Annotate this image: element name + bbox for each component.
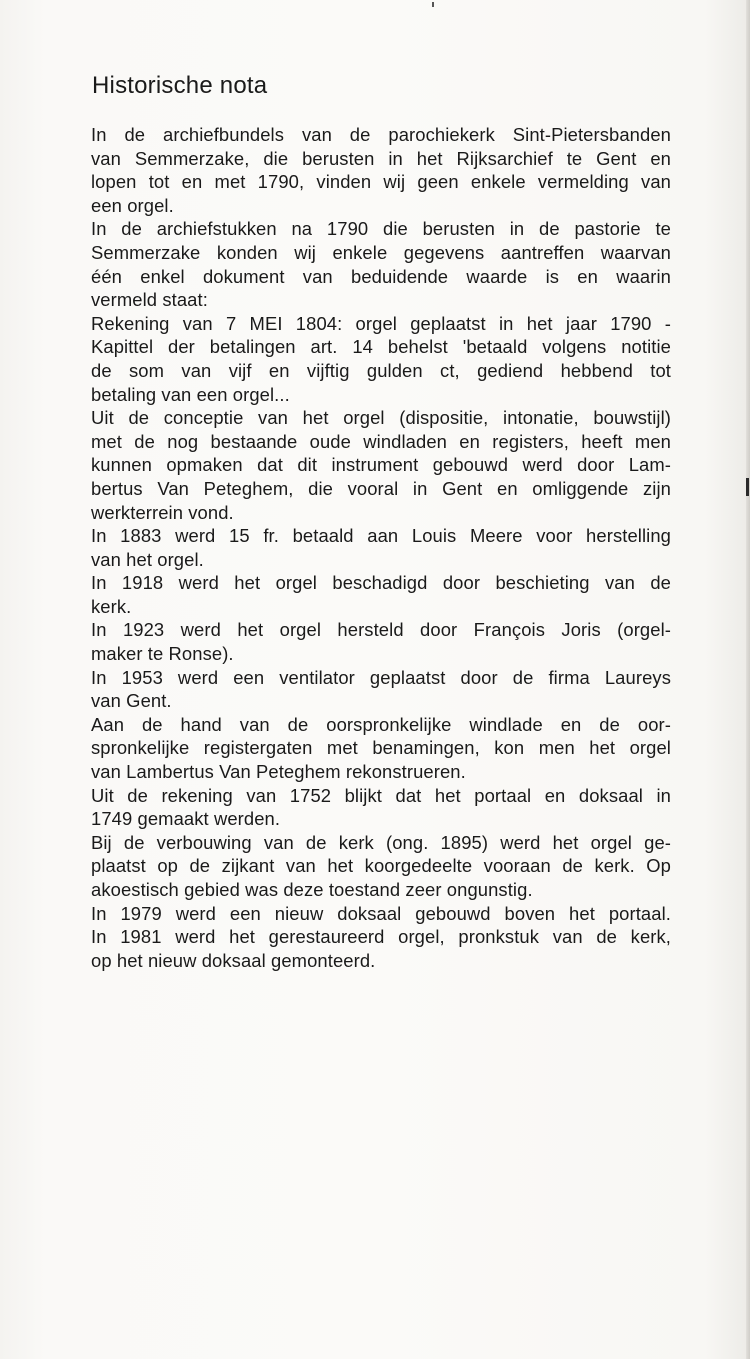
scan-speck: [432, 2, 434, 7]
text-line: In 1883 werd 15 fr. betaald aan Louis Meere voor herstelling: [91, 525, 671, 547]
text-line: met de nog bestaande oude windladen en registers, heeft men: [91, 430, 671, 452]
text-line: de som van vijf en vijftig gulden ct, gediend hebbend tot: [91, 359, 671, 381]
text-line: akoestisch gebied was deze toestand zeer ongunstig.: [91, 879, 533, 900]
text-line: werkterrein vond.: [91, 501, 234, 523]
historical-note-body: [91, 123, 671, 972]
binding-mark: [746, 478, 749, 496]
text-line: In 1981 werd het gerestaureerd orgel, pronkstuk van de kerk,: [91, 926, 671, 948]
text-line: plaatst op de zijkant van het koorgedeelte vooraan de kerk. Op: [91, 855, 671, 877]
text-line: Uit de rekening van 1752 blijkt dat het portaal en doksaal in: [91, 784, 671, 806]
text-line: van Lambertus Van Peteghem rekonstrueren.: [91, 761, 466, 783]
text-line: In 1953 werd een ventilator geplaatst door de firma Laureys: [91, 666, 671, 688]
text-line: Bij de verbouwing van de kerk (ong. 1895) werd het orgel ge-: [91, 831, 671, 853]
text-line: Semmerzake konden wij enkele gegevens aantreffen waarvan: [91, 241, 671, 263]
text-line: In 1918 werd het orgel beschadigd door beschieting van de: [91, 572, 671, 594]
page-title: Historische nota: [92, 72, 268, 99]
text-line: vermeld staat:: [91, 289, 208, 311]
text-line: In 1923 werd het orgel hersteld door François Joris (orgel-: [91, 619, 671, 641]
text-line: 1749 gemaakt werden.: [91, 808, 281, 830]
text-line: van Semmerzake, die berusten in het Rijksarchief te Gent en: [91, 147, 671, 169]
text-line: een orgel.: [91, 194, 174, 216]
text-line: In de archiefbundels van de parochiekerk Sint-Pietersbanden: [91, 124, 671, 145]
bleed-through-shadow: [250, 1058, 580, 1258]
text-line: maker te Ronse).: [91, 643, 234, 665]
text-line: kunnen opmaken dat dit instrument gebouwd werd door Lam-: [91, 454, 671, 476]
text-line: op het nieuw doksaal gemonteerd.: [91, 949, 376, 971]
text-line: lopen tot en met 1790, vinden wij geen enkele vermelding van: [91, 171, 671, 193]
text-line: In 1979 werd een nieuw doksaal gebouwd boven het portaal.: [91, 902, 671, 924]
text-line: In de archiefstukken na 1790 die berusten in de pastorie te: [91, 218, 671, 240]
page-edge-shadow: [746, 0, 750, 1359]
text-line: spronkelijke registergaten met benamingen, kon men het orgel: [91, 737, 671, 759]
text-line: Rekening van 7 MEI 1804: orgel geplaatst in het jaar 1790 -: [91, 312, 671, 334]
text-line: betaling van een orgel...: [91, 383, 290, 405]
text-line: Kapittel der betalingen art. 14 behelst 'betaald volgens notitie: [91, 336, 671, 358]
text-line: Aan de hand van de oorspronkelijke windlade en de oor-: [91, 713, 671, 735]
text-line: Uit de conceptie van het orgel (dispositie, intonatie, bouwstijl): [91, 407, 671, 429]
text-line: één enkel dokument van beduidende waarde is en waarin: [91, 265, 671, 287]
text-line: kerk.: [91, 595, 132, 617]
text-line: van Gent.: [91, 690, 172, 712]
text-line: bertus Van Peteghem, die vooral in Gent en omliggende zijn: [91, 477, 671, 499]
text-line: van het orgel.: [91, 548, 204, 570]
